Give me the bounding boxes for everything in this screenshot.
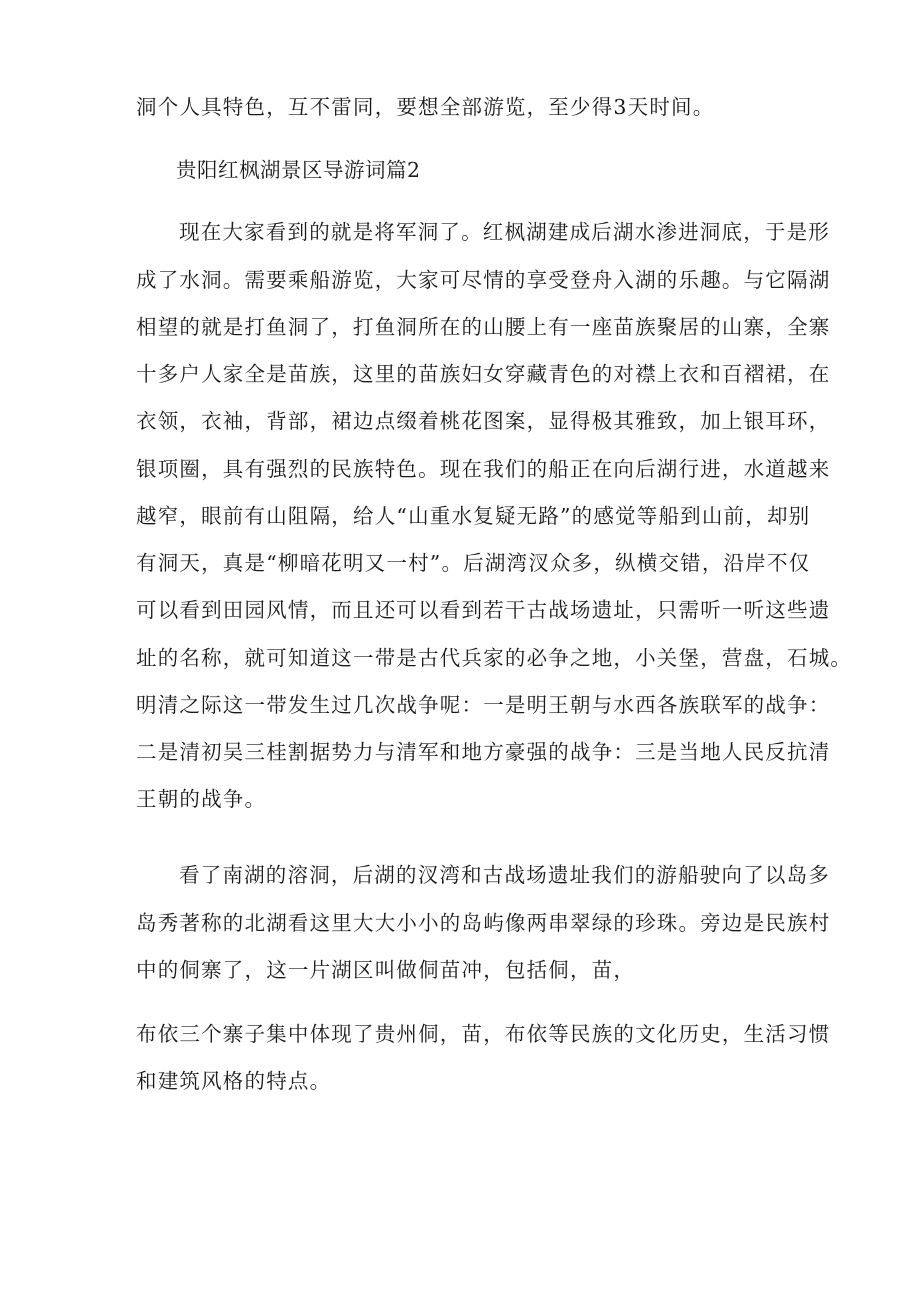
paragraph-2-line: 看了南湖的溶洞，后湖的汊湾和古战场遗址我们的游船驶向了以岛多 bbox=[179, 863, 830, 887]
paragraph-1-line: 址的名称，就可知道这一带是古代兵家的必争之地，小关堡，营盘，石城。 bbox=[136, 646, 853, 670]
paragraph-1-line: 银项圈，具有强烈的民族特色。现在我们的船正在向后湖行进，水道越来 bbox=[136, 457, 831, 481]
paragraph-1-line: 越窄，眼前有山阻隔，给人“山重水复疑无路”的感觉等船到山前，却别 bbox=[136, 504, 811, 528]
paragraph-1-line: 十多户人家全是苗族，这里的苗族妇女穿藏青色的对襟上衣和百褶裙，在 bbox=[136, 362, 831, 386]
paragraph-1-line: 相望的就是打鱼洞了，打鱼洞所在的山腰上有一座苗族聚居的山寨，全寨 bbox=[136, 315, 831, 339]
paragraph-1-line: 衣领，衣袖，背部，裙边点缀着桃花图案，显得极其雅致，加上银耳环， bbox=[136, 409, 831, 433]
paragraph-1-line: 明清之际这一带发生过几次战争呢：一是明王朝与水西各族联军的战争： bbox=[136, 693, 831, 717]
intro-line: 洞个人具特色，互不雷同，要想全部游览，至少得3天时间。 bbox=[136, 95, 715, 119]
paragraph-2-line: 岛秀著称的北湖看这里大大小小的岛屿像两串翠绿的珍珠。旁边是民族村 bbox=[136, 911, 831, 935]
paragraph-1-line: 王朝的战争。 bbox=[136, 787, 267, 811]
paragraph-3-line: 和建筑风格的特点。 bbox=[136, 1069, 332, 1093]
paragraph-1-line: 有洞天，真是“柳暗花明又一村”。后湖湾汊众多，纵横交错，沿岸不仅 bbox=[136, 551, 811, 575]
paragraph-1-line: 现在大家看到的就是将军洞了。红枫湖建成后湖水渗进洞底，于是形 bbox=[179, 220, 830, 244]
paragraph-3-line: 布依三个寨子集中体现了贵州侗，苗，布依等民族的文化历史，生活习惯 bbox=[136, 1022, 831, 1046]
paragraph-2-line: 中的侗寨了，这一片湖区叫做侗苗冲，包括侗，苗， bbox=[136, 958, 636, 982]
paragraph-1-line: 二是清初吴三桂割据势力与清军和地方豪强的战争：三是当地人民反抗清 bbox=[136, 740, 831, 764]
section-title: 贵阳红枫湖景区导游词篇2 bbox=[176, 158, 421, 182]
paragraph-1-line: 可以看到田园风情，而且还可以看到若干古战场遗址，只需听一听这些遗 bbox=[136, 598, 831, 622]
paragraph-1-line: 成了水洞。需要乘船游览，大家可尽情的享受登舟入湖的乐趣。与它隔湖 bbox=[136, 268, 831, 292]
